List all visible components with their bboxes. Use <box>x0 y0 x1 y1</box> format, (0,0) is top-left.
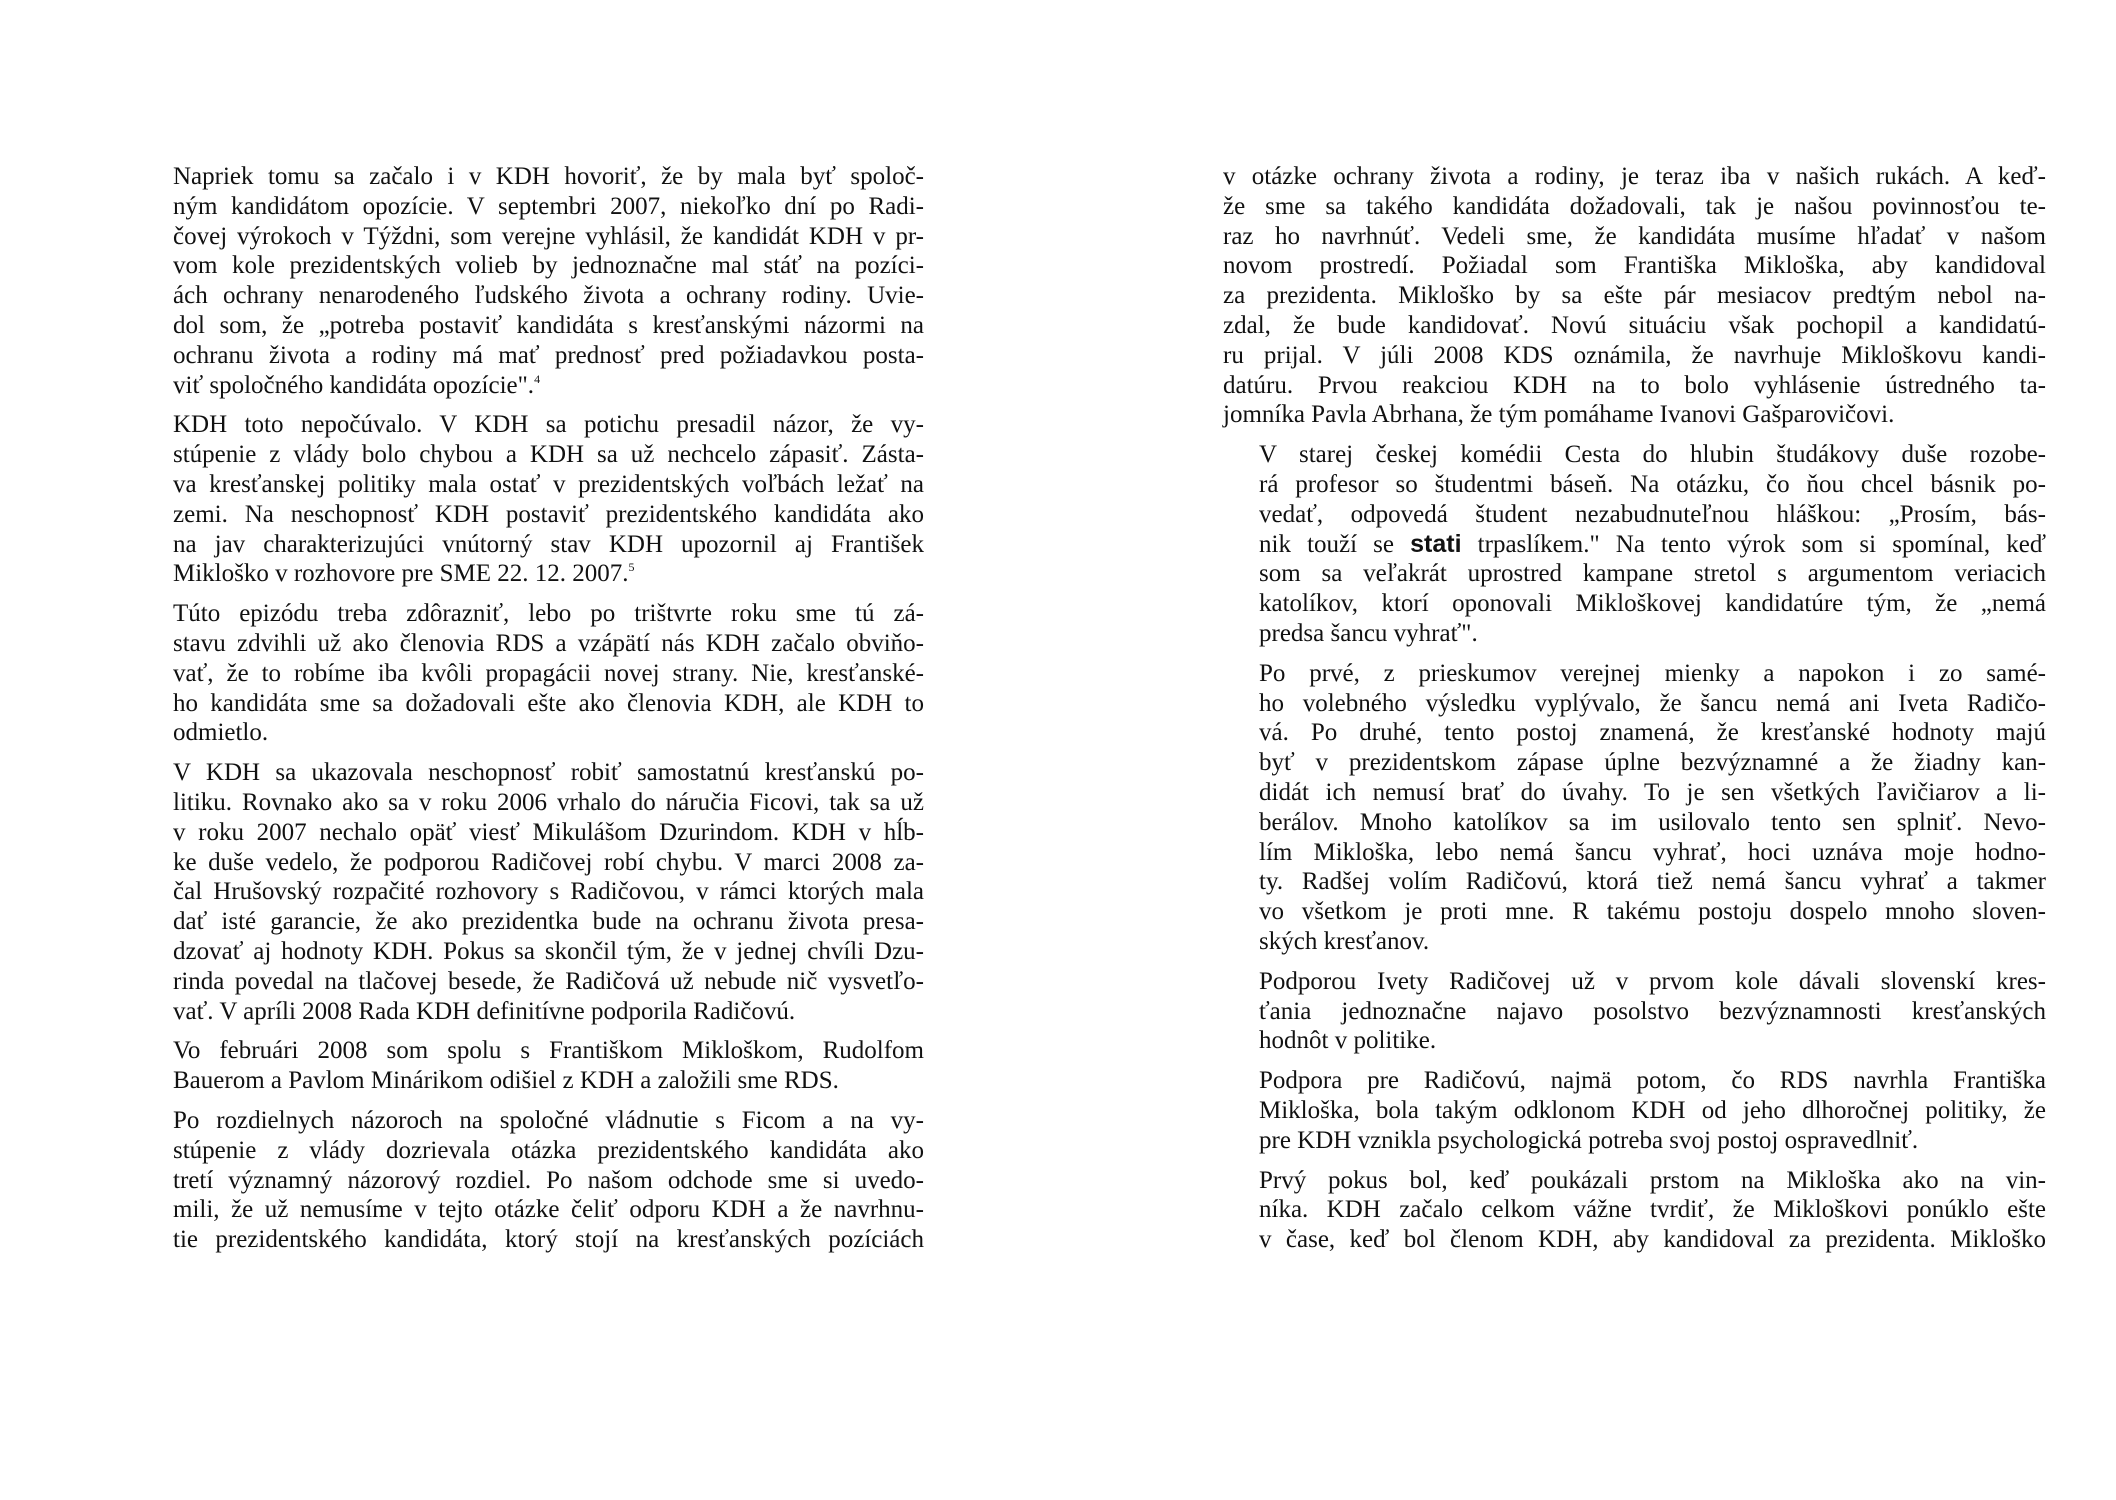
paragraph <box>137 1106 924 1255</box>
text-line: stúpenie z vlády bolo chybou a KDH sa už nechcelo zápasiť. Zásta- <box>173 441 924 469</box>
text-line: katolíkov, ktorí oponovali Mikloškovej kandidatúre tým, že „nemá <box>1259 590 2046 618</box>
text-line: Mikloška, bola takým odklonom KDH od jeho dlhoročnej politiky, že <box>1259 1096 2046 1124</box>
text-line: rinda povedal na tlačovej besede, že Radičová už nebude nič vysvetľo- <box>173 967 924 995</box>
paragraph <box>1223 162 2046 430</box>
footnote-marker[interactable]: 5 <box>628 560 635 575</box>
text-line: v čase, keď bol členom KDH, aby kandidoval za prezidenta. Mikloško <box>1259 1226 2046 1254</box>
text-line: ho kandidáta sme sa dožadovali ešte ako členovia KDH, ale KDH to <box>173 689 924 717</box>
text-line: ochranu života a rodiny má mať prednosť pred požiadavkou posta- <box>173 341 924 369</box>
text-line: Mikloško v rozhovore pre SME 22. 12. 2007.$^5$ <box>173 560 635 588</box>
text-line: odmietlo. <box>173 719 269 747</box>
text-line: zdal, že bude kandidovať. Novú situáciu však pochopil a kandidatú- <box>1223 311 2046 339</box>
text-line: V KDH sa ukazovala neschopnosť robiť samostatnú kresťanskú po- <box>173 759 924 787</box>
paragraph <box>137 1036 924 1096</box>
text-line: ťania jednoznačne najavo posolstvo bezvýznamnosti kresťanských <box>1259 997 2046 1025</box>
paragraph <box>1223 1166 2046 1255</box>
text-line: Po prvé, z prieskumov verejnej mienky a napokon i zo samé- <box>1259 659 2046 687</box>
text-line: novom prostredí. Požiadal som Františka Mikloška, aby kandidoval <box>1223 252 2046 280</box>
paragraph <box>137 162 924 400</box>
paragraph <box>1223 1066 2046 1155</box>
text-line: didát ich nemusí brať do úvahy. To je sen všetkých ľavičiarov a li- <box>1259 778 2046 806</box>
bold-word: stati <box>1410 529 1462 558</box>
text-line: vom kole prezidentských volieb by jednoznačne mal stáť na pozíci- <box>173 252 924 280</box>
text-line: Po rozdielnych názoroch na spoločné vládnutie s Ficom a na vy- <box>173 1106 924 1134</box>
text-line: va kresťanskej politiky mala ostať v prezidentských voľbách ležať na <box>173 470 924 498</box>
text-line: berálov. Mnoho katolíkov sa im usilovalo tento sen splniť. Nevo- <box>1259 808 2046 836</box>
paragraph <box>137 599 924 748</box>
text-line: tretí významný názorový rozdiel. Po našom odchode sme si uvedo- <box>173 1166 924 1194</box>
text-line: Prvý pokus bol, keď poukázali prstom na Mikloška ako na vin- <box>1259 1166 2046 1194</box>
text-line: vo všetkom je proti mne. R takému postoju dospelo mnoho sloven- <box>1259 898 2046 926</box>
text-line: za prezidenta. Mikloško by sa ešte pár mesiacov predtým nebol na- <box>1223 282 2046 310</box>
text-line: KDH toto nepočúvalo. V KDH sa potichu presadil názor, že vy- <box>173 411 924 439</box>
text-line: Podpora pre Radičovú, najmä potom, čo RDS navrhla Františka <box>1259 1067 2046 1095</box>
text-line: V starej českej komédii Cesta do hlubin študákovy duše rozobe- <box>1259 441 2046 469</box>
text-line: Napriek tomu sa začalo i v KDH hovoriť, že by mala byť spoloč- <box>173 163 924 190</box>
text-line: hodnôt v politike. <box>1259 1027 1437 1055</box>
text-line: vedať, odpovedá študent nezabudnuteľnou hláškou: „Prosím, bás- <box>1259 500 2046 528</box>
footnote-marker[interactable]: 4 <box>534 371 541 386</box>
text-line: predsa šancu vyhrať". <box>1259 619 1478 647</box>
text-line: dať isté garancie, že ako prezidentka bude na ochranu života presa- <box>173 908 924 936</box>
text-line: datúru. Prvou reakciou KDH na to bolo vyhlásenie ústredného ta- <box>1223 371 2046 399</box>
text-line: ho volebného výsledku vyplývalo, že šancu nemá ani Iveta Radičo- <box>1259 689 2046 717</box>
text-line: v roku 2007 nechalo opäť viesť Mikulášom Dzurindom. KDH v hĺb- <box>173 818 924 846</box>
text-line: pre KDH vznikla psychologická potreba svoj postoj ospravedlniť. <box>1259 1126 1919 1154</box>
paragraph <box>1223 967 2046 1056</box>
text-line: že sme sa takého kandidáta dožadovali, tak je našou povinnosťou te- <box>1223 192 2046 220</box>
text-line: raz ho navrhnúť. Vedeli sme, že kandidáta musíme hľadať v našom <box>1223 222 2046 250</box>
text-line: rá profesor so študentmi báseň. Na otázku, čo ňou chcel básnik po- <box>1259 470 2046 498</box>
text-line: vať. V apríli 2008 Rada KDH definitívne podporila Radičovú. <box>173 997 796 1025</box>
text-line: ských kresťanov. <box>1259 927 1430 955</box>
text-line: dol som, že „potreba postaviť kandidáta s kresťanskými názormi na <box>173 311 924 339</box>
text-line: tie prezidentského kandidáta, ktorý stojí na kresťanských pozíciách <box>173 1226 924 1254</box>
text-line: lím Mikloška, lebo nemá šancu vyhrať, hoci uznáva moje hodno- <box>1259 838 2046 866</box>
right-page <box>1223 162 2046 1265</box>
text-line: vať, že to robíme iba kvôli propagácii novej strany. Nie, kresťanské- <box>173 659 924 687</box>
text-line: Túto epizódu treba zdôrazniť, lebo po trištvrte roku sme tú zá- <box>173 600 924 628</box>
left-page <box>137 162 924 1265</box>
text-line: som sa veľakrát uprostred kampane stretol s argumentom veriacich <box>1259 560 2046 588</box>
text-line: dzovať aj hodnoty KDH. Pokus sa skončil tým, že v jednej chvíli Dzu- <box>173 937 924 965</box>
text-line: Podporou Ivety Radičovej už v prvom kole dávali slovenskí kres- <box>1259 967 2046 995</box>
paragraph <box>137 410 924 589</box>
text-line: viť spoločného kandidáta opozície".$^4$ <box>173 371 541 399</box>
text-line: čovej výrokoch v Týždni, som verejne vyhlásil, že kandidát KDH v pr- <box>173 222 924 250</box>
text-line: nik touží se stati trpaslíkem." Na tento výrok som si spomínal, keď <box>1259 529 2047 558</box>
text-line: na jav charakterizujúci vnútorný stav KDH upozornil aj František <box>173 530 924 558</box>
text-line: ty. Radšej volím Radičovú, ktorá tiež nemá šancu vyhrať a takmer <box>1259 868 2046 896</box>
text-line: jomníka Pavla Abrhana, že tým pomáhame Ivanovi Gašparovičovi. <box>1223 401 1895 429</box>
text-line: v otázke ochrany života a rodiny, je teraz iba v našich rukách. A keď- <box>1223 163 2046 190</box>
text-line: ke duše vedelo, že podporou Radičovej robí chybu. V marci 2008 za- <box>173 848 924 876</box>
text-line: ným kandidátom opozície. V septembri 2007, niekoľko dní po Radi- <box>173 192 924 220</box>
paragraph <box>1223 659 2046 957</box>
text-line: Vo februári 2008 som spolu s Františkom Mikloškom, Rudolfom <box>173 1037 924 1065</box>
paragraph <box>137 758 924 1026</box>
text-line: ách ochrany nenarodeného ľudského života a ochrany rodiny. Uvie- <box>173 282 924 310</box>
text-line: mili, že už nemusíme v tejto otázke čeliť odporu KDH a že navrhnu- <box>173 1196 924 1224</box>
text-line: čal Hrušovský rozpačité rozhovory s Radičovou, v rámci ktorých mala <box>173 878 924 906</box>
text-line: litiku. Rovnako ako sa v roku 2006 vrhalo do náručia Ficovi, tak sa už <box>173 788 924 816</box>
text-line: níka. KDH začalo celkom vážne tvrdiť, že Mikloškovi ponúklo ešte <box>1259 1196 2046 1224</box>
paragraph <box>1223 440 2046 649</box>
text-line: zemi. Na neschopnosť KDH postaviť prezidentského kandidáta ako <box>173 500 924 528</box>
text-line: ru prijal. V júli 2008 KDS oznámila, že navrhuje Mikloškovu kandi- <box>1223 341 2046 369</box>
text-line: vá. Po druhé, tento postoj znamená, že kresťanské hodnoty majú <box>1259 719 2046 747</box>
text-line: Bauerom a Pavlom Minárikom odišiel z KDH a založili sme RDS. <box>173 1067 839 1095</box>
text-line: stúpenie z vlády dozrievala otázka prezidentského kandidáta ako <box>173 1136 924 1164</box>
text-line: stavu zdvihli už ako členovia RDS a vzápätí nás KDH začalo obviňo- <box>173 629 924 657</box>
text-line: byť v prezidentskom zápase úplne bezvýznamné a že žiadny kan- <box>1259 749 2046 777</box>
